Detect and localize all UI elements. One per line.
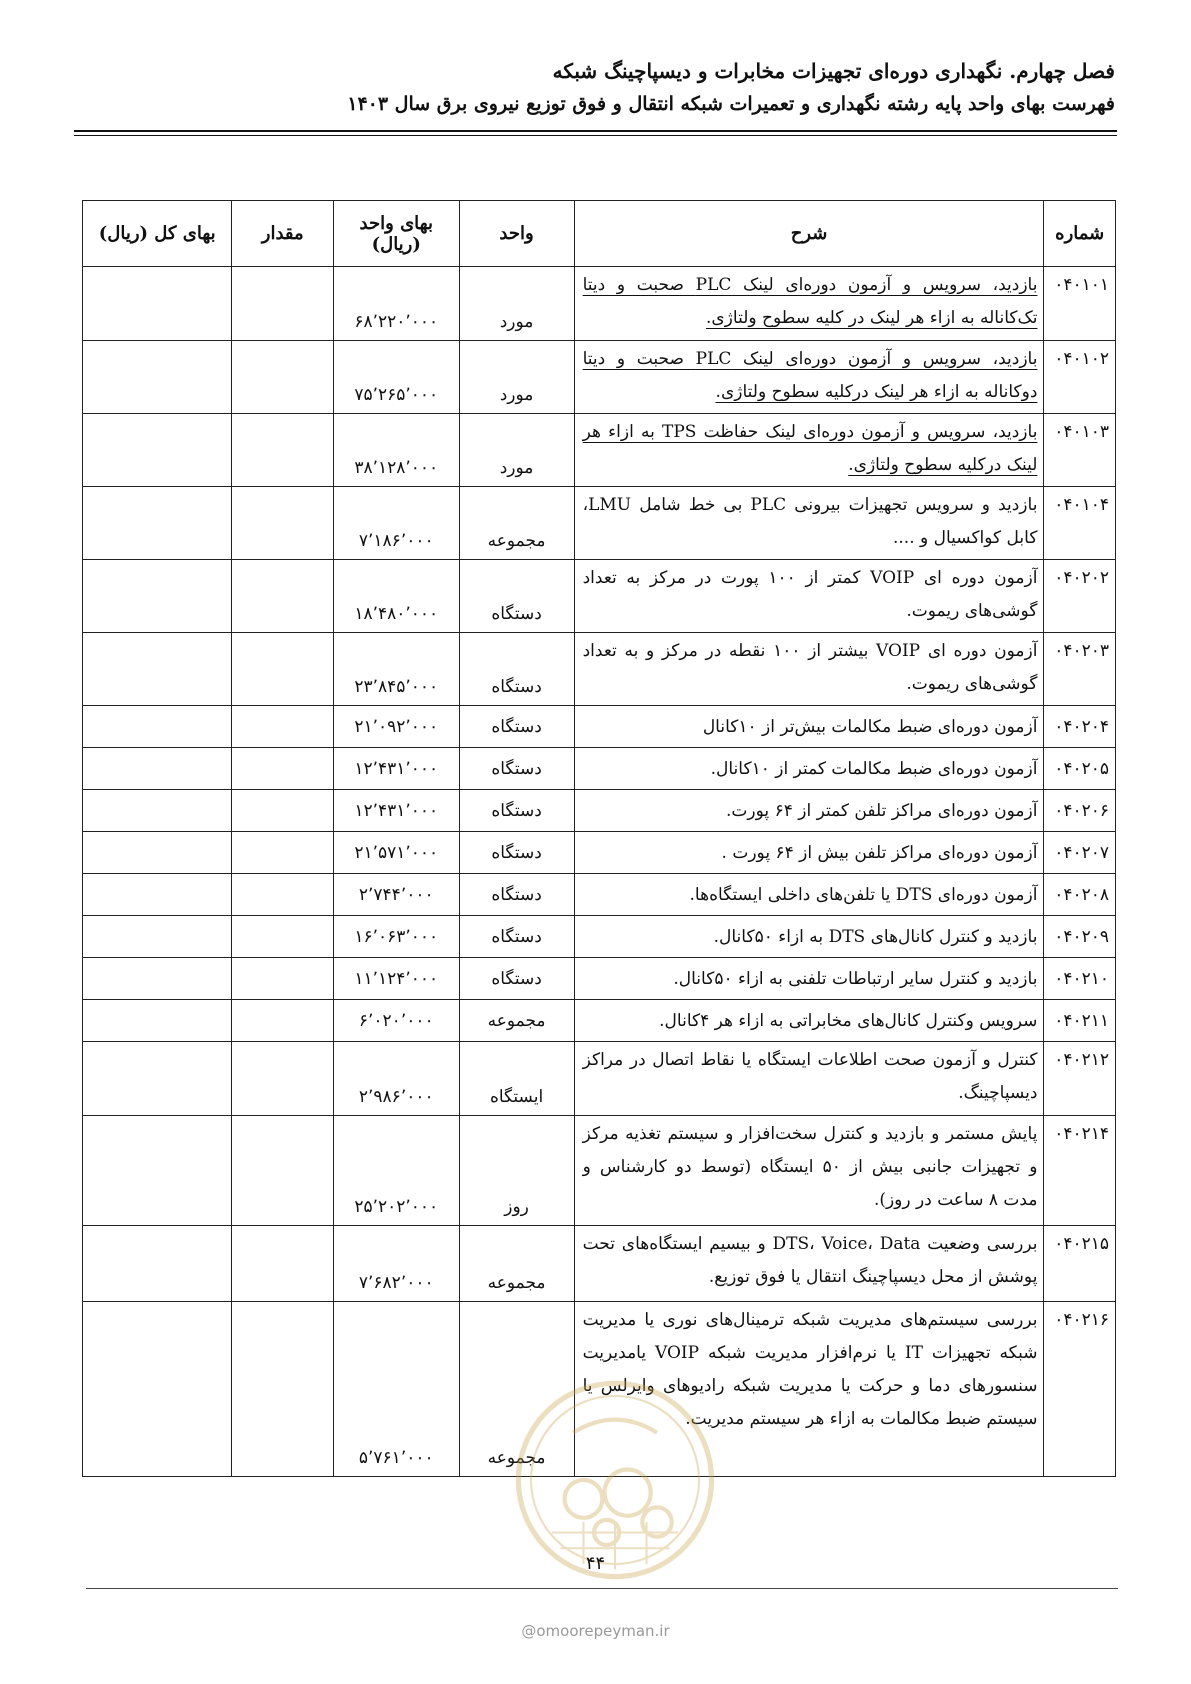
row-desc [574, 414, 1044, 487]
row-desc-text: آزمون دوره‌ای مراکز تلفن بیش از ۶۴ پورت . [721, 842, 1038, 863]
row-desc-text: بازدید و کنترل سایر ارتباطات تلفنی به ازاء ۵۰کانال. [673, 968, 1038, 989]
row-total [83, 267, 232, 341]
row-qty [232, 832, 334, 874]
row-unit-price: ۲۱٬۵۷۱٬۰۰۰ [334, 832, 459, 874]
row-qty [232, 1042, 334, 1116]
row-unit-price: ۲۳٬۸۴۵٬۰۰۰ [334, 633, 459, 706]
row-desc-text: آزمون دوره ای VOIP بیشتر از ۱۰۰ نقطه در مرکز و به تعداد گوشی‌های ریموت. [582, 641, 1038, 694]
row-desc [574, 1302, 1044, 1477]
row-unit-price: ۲۱٬۰۹۲٬۰۰۰ [334, 706, 459, 748]
table-row [83, 633, 1116, 706]
row-unit-price: ۱۶٬۰۶۳٬۰۰۰ [334, 916, 459, 958]
row-unit: مجموعه [459, 487, 574, 560]
price-table [82, 200, 1116, 1477]
row-code: ۰۴۰۱۰۳ [1044, 414, 1116, 487]
row-qty [232, 916, 334, 958]
row-unit-price: ۱۸٬۴۸۰٬۰۰۰ [334, 560, 459, 633]
row-total [83, 790, 232, 832]
table-row [83, 414, 1116, 487]
row-total [83, 916, 232, 958]
row-unit-price: ۷٬۶۸۲٬۰۰۰ [334, 1226, 459, 1302]
row-total [83, 706, 232, 748]
row-code: ۰۴۰۲۰۴ [1044, 706, 1116, 748]
row-desc [574, 1116, 1044, 1226]
row-desc-text: بازدید، سرویس و آزمون دوره‌ای لینک PLC صحبت و دیتا تک‌کاناله به ازاء هر لینک در کلیه سطوح ولتاژی. [582, 275, 1038, 328]
row-desc [574, 1042, 1044, 1116]
col-header-code: شماره [1044, 201, 1116, 267]
row-desc [574, 1000, 1044, 1042]
table-row [83, 958, 1116, 1000]
table-row [83, 916, 1116, 958]
row-desc [574, 916, 1044, 958]
row-desc-text: آزمون دوره‌ای ضبط مکالمات بیش‌تر از ۱۰کانال [702, 716, 1038, 737]
col-header-qty: مقدار [232, 201, 334, 267]
row-qty [232, 706, 334, 748]
row-code: ۰۴۰۱۰۴ [1044, 487, 1116, 560]
row-unit-price: ۶۸٬۲۲۰٬۰۰۰ [334, 267, 459, 341]
row-code: ۰۴۰۲۱۱ [1044, 1000, 1116, 1042]
col-header-unit-price: بهای واحد (ریال) [334, 201, 459, 267]
row-unit: دستگاه [459, 916, 574, 958]
row-qty [232, 267, 334, 341]
row-unit-price: ۱۱٬۱۲۴٬۰۰۰ [334, 958, 459, 1000]
row-qty [232, 958, 334, 1000]
row-desc-text: آزمون دوره‌ای ضبط مکالمات کمتر از ۱۰کانال. [710, 758, 1038, 779]
row-unit: ایستگاه [459, 1042, 574, 1116]
row-total [83, 874, 232, 916]
row-total [83, 414, 232, 487]
row-code: ۰۴۰۲۰۹ [1044, 916, 1116, 958]
row-desc-text: سرویس وکنترل کانال‌های مخابراتی به ازاء هر ۴کانال. [659, 1010, 1038, 1031]
row-unit: دستگاه [459, 958, 574, 1000]
row-total [83, 958, 232, 1000]
page-number: ۴۴ [585, 1553, 606, 1574]
row-unit: دستگاه [459, 790, 574, 832]
row-desc-text: آزمون دوره‌ای DTS یا تلفن‌های داخلی ایستگاه‌ها. [689, 884, 1038, 905]
row-code: ۰۴۰۲۰۵ [1044, 748, 1116, 790]
row-unit: دستگاه [459, 832, 574, 874]
row-qty [232, 1226, 334, 1302]
table-row [83, 832, 1116, 874]
row-qty [232, 560, 334, 633]
row-unit-price: ۲٬۷۴۴٬۰۰۰ [334, 874, 459, 916]
row-total [83, 560, 232, 633]
row-unit-price: ۳۸٬۱۲۸٬۰۰۰ [334, 414, 459, 487]
row-total [83, 633, 232, 706]
footer-website: @omoorepeyman.ir [521, 1622, 670, 1640]
col-header-desc: شرح [574, 201, 1044, 267]
row-code: ۰۴۰۲۱۲ [1044, 1042, 1116, 1116]
row-qty [232, 1116, 334, 1226]
row-qty [232, 633, 334, 706]
row-total [83, 748, 232, 790]
row-desc [574, 874, 1044, 916]
table-row [83, 341, 1116, 414]
price-list-title: فهرست بهای واحد پایه رشته نگهداری و تعمیرات شبکه انتقال و فوق توزیع نیروی برق سال ۱۴۰۳ [347, 93, 1115, 115]
row-code: ۰۴۰۲۱۴ [1044, 1116, 1116, 1226]
row-unit: دستگاه [459, 874, 574, 916]
row-qty [232, 790, 334, 832]
row-unit: مجموعه [459, 1226, 574, 1302]
row-code: ۰۴۰۲۱۰ [1044, 958, 1116, 1000]
row-unit: مجموعه [459, 1302, 574, 1477]
header-rule-thick [74, 130, 1117, 132]
row-desc [574, 487, 1044, 560]
row-unit-price: ۷۵٬۲۶۵٬۰۰۰ [334, 341, 459, 414]
row-qty [232, 487, 334, 560]
row-code: ۰۴۰۲۱۵ [1044, 1226, 1116, 1302]
row-desc [574, 633, 1044, 706]
table-row [83, 748, 1116, 790]
row-desc-text: بازدید، سرویس و آزمون دوره‌ای لینک PLC صحبت و دیتا دوکاناله به ازاء هر لینک درکلیه سطوح ولتاژی. [582, 349, 1038, 402]
row-unit: روز [459, 1116, 574, 1226]
row-desc [574, 560, 1044, 633]
row-desc-text: بازدید، سرویس و آزمون دوره‌ای لینک حفاظت TPS به ازاء هر لینک درکلیه سطوح ولتاژی. [582, 422, 1038, 475]
row-unit: مورد [459, 414, 574, 487]
row-unit: دستگاه [459, 560, 574, 633]
row-total [83, 1116, 232, 1226]
row-desc [574, 832, 1044, 874]
row-total [83, 832, 232, 874]
row-desc-text: پایش مستمر و بازدید و کنترل سخت‌افزار و سیستم تغذیه مرکز و تجهیزات جانبی بیش از ۵۰ ایستگاه (توسط دو کارشناس و مدت ۸ ساعت در روز). [582, 1124, 1038, 1210]
row-qty [232, 341, 334, 414]
table-header-row [83, 201, 1116, 267]
row-unit-price: ۲۵٬۲۰۲٬۰۰۰ [334, 1116, 459, 1226]
row-code: ۰۴۰۲۰۶ [1044, 790, 1116, 832]
row-total [83, 1302, 232, 1477]
row-unit-price: ۱۲٬۴۳۱٬۰۰۰ [334, 748, 459, 790]
row-desc [574, 958, 1044, 1000]
row-desc [574, 706, 1044, 748]
row-code: ۰۴۰۲۰۲ [1044, 560, 1116, 633]
row-unit: دستگاه [459, 748, 574, 790]
table-row [83, 1116, 1116, 1226]
row-desc-text: آزمون دوره‌ای مراکز تلفن کمتر از ۶۴ پورت. [726, 800, 1038, 821]
row-qty [232, 1000, 334, 1042]
row-code: ۰۴۰۱۰۲ [1044, 341, 1116, 414]
row-total [83, 1000, 232, 1042]
table-row [83, 1302, 1116, 1477]
footer-rule [86, 1588, 1118, 1589]
header-rule-thin [74, 135, 1117, 136]
row-desc-text: بازدید و سرویس تجهیزات بیرونی PLC بی خط شامل LMU، کابل کواکسیال و .... [582, 495, 1038, 548]
table-row [83, 874, 1116, 916]
row-unit: دستگاه [459, 633, 574, 706]
row-qty [232, 414, 334, 487]
row-desc-text: بازدید و کنترل کانال‌های DTS به ازاء ۵۰کانال. [713, 926, 1038, 947]
row-code: ۰۴۰۲۰۳ [1044, 633, 1116, 706]
row-desc [574, 341, 1044, 414]
row-qty [232, 874, 334, 916]
row-desc [574, 267, 1044, 341]
row-desc-text: بررسی سیستم‌های مدیریت شبکه ترمینال‌های نوری یا مدیریت شبکه تجهیزات IT یا نرم‌افزار مدیریت شبکه VOIP یامدیریت سنسورهای دما و حرکت یا مدیریت شبکه رادیوهای وایرلس یا سیستم ضبط مکالمات به ازاء هر سیستم مدیریت. [582, 1310, 1038, 1429]
row-desc-text: بررسی وضعیت DTS، Voice، Data و بیسیم ایستگاه‌های تحت پوشش از محل دیسپاچینگ انتقال یا فوق توزیع. [582, 1234, 1038, 1287]
row-unit-price: ۵٬۷۶۱٬۰۰۰ [334, 1302, 459, 1477]
table-row [83, 560, 1116, 633]
row-desc-text: آزمون دوره ای VOIP کمتر از ۱۰۰ پورت در مرکز به تعداد گوشی‌های ریموت. [582, 568, 1038, 621]
row-desc [574, 790, 1044, 832]
row-unit: دستگاه [459, 706, 574, 748]
table-row [83, 706, 1116, 748]
col-header-total: بهای کل (ریال) [83, 201, 232, 267]
row-desc [574, 1226, 1044, 1302]
row-desc-text: کنترل و آزمون صحت اطلاعات ایستگاه یا نقاط اتصال در مراکز دیسپاچینگ. [582, 1050, 1038, 1103]
row-unit-price: ۷٬۱۸۶٬۰۰۰ [334, 487, 459, 560]
row-total [83, 487, 232, 560]
row-unit-price: ۱۲٬۴۳۱٬۰۰۰ [334, 790, 459, 832]
row-code: ۰۴۰۲۰۷ [1044, 832, 1116, 874]
row-unit: مجموعه [459, 1000, 574, 1042]
table-row [83, 790, 1116, 832]
row-unit: مورد [459, 267, 574, 341]
row-code: ۰۴۰۲۰۸ [1044, 874, 1116, 916]
row-total [83, 1042, 232, 1116]
row-unit-price: ۶٬۰۲۰٬۰۰۰ [334, 1000, 459, 1042]
row-desc [574, 748, 1044, 790]
table-row [83, 267, 1116, 341]
table-row [83, 1226, 1116, 1302]
col-header-unit: واحد [459, 201, 574, 267]
table-row [83, 1042, 1116, 1116]
table-row [83, 487, 1116, 560]
row-total [83, 1226, 232, 1302]
chapter-title: فصل چهارم. نگهداری دوره‌ای تجهیزات مخابرات و دیسپاچینگ شبکه [552, 59, 1115, 83]
row-qty [232, 1302, 334, 1477]
row-total [83, 341, 232, 414]
row-unit-price: ۲٬۹۸۶٬۰۰۰ [334, 1042, 459, 1116]
row-code: ۰۴۰۲۱۶ [1044, 1302, 1116, 1477]
page-header [75, 55, 1115, 121]
row-unit: مورد [459, 341, 574, 414]
table-row [83, 1000, 1116, 1042]
row-qty [232, 748, 334, 790]
row-code: ۰۴۰۱۰۱ [1044, 267, 1116, 341]
